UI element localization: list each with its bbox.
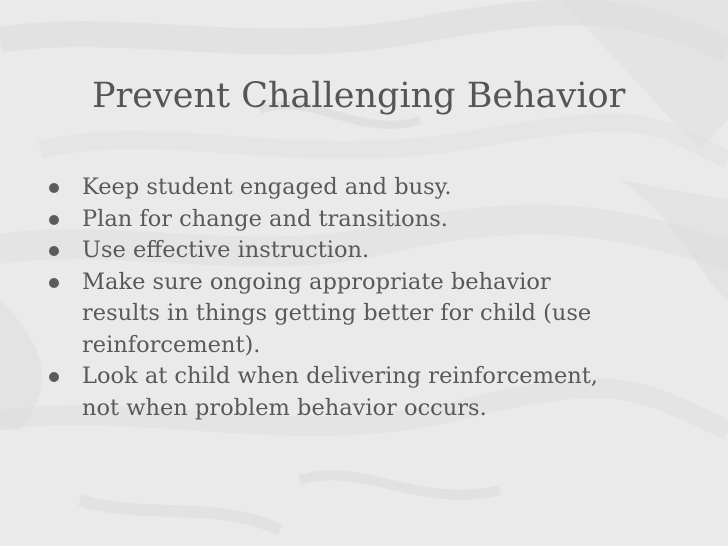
bullet-dot-icon — [49, 215, 59, 225]
bullet-text-line: not when problem behavior occurs. — [82, 394, 487, 421]
bullet-text-line: reinforcement). — [82, 331, 261, 358]
bullet-item — [44, 267, 704, 362]
bullet-text-line: Plan for change and transitions. — [82, 205, 448, 232]
bullet-text-line: Keep student engaged and busy. — [82, 174, 452, 200]
bullet-dot-icon — [49, 278, 59, 288]
slide-title: Prevent Challenging Behavior — [92, 76, 626, 116]
bullet-item — [44, 172, 704, 204]
bullet-list — [44, 172, 704, 424]
bullet-item — [44, 204, 704, 236]
bullet-text-line: Make sure ongoing appropriate behavior — [82, 268, 551, 295]
bullet-text-line: results in things getting better for child (use — [82, 300, 592, 326]
bullet-dot-icon — [49, 372, 59, 382]
bullet-text-line: Look at child when delivering reinforcement, — [82, 363, 598, 389]
bullet-dot-icon — [49, 246, 59, 256]
bullet-item — [44, 361, 704, 424]
bullet-dot-icon — [49, 183, 59, 193]
bullet-text-line: Use effective instruction. — [82, 237, 370, 263]
bullet-item — [44, 235, 704, 267]
